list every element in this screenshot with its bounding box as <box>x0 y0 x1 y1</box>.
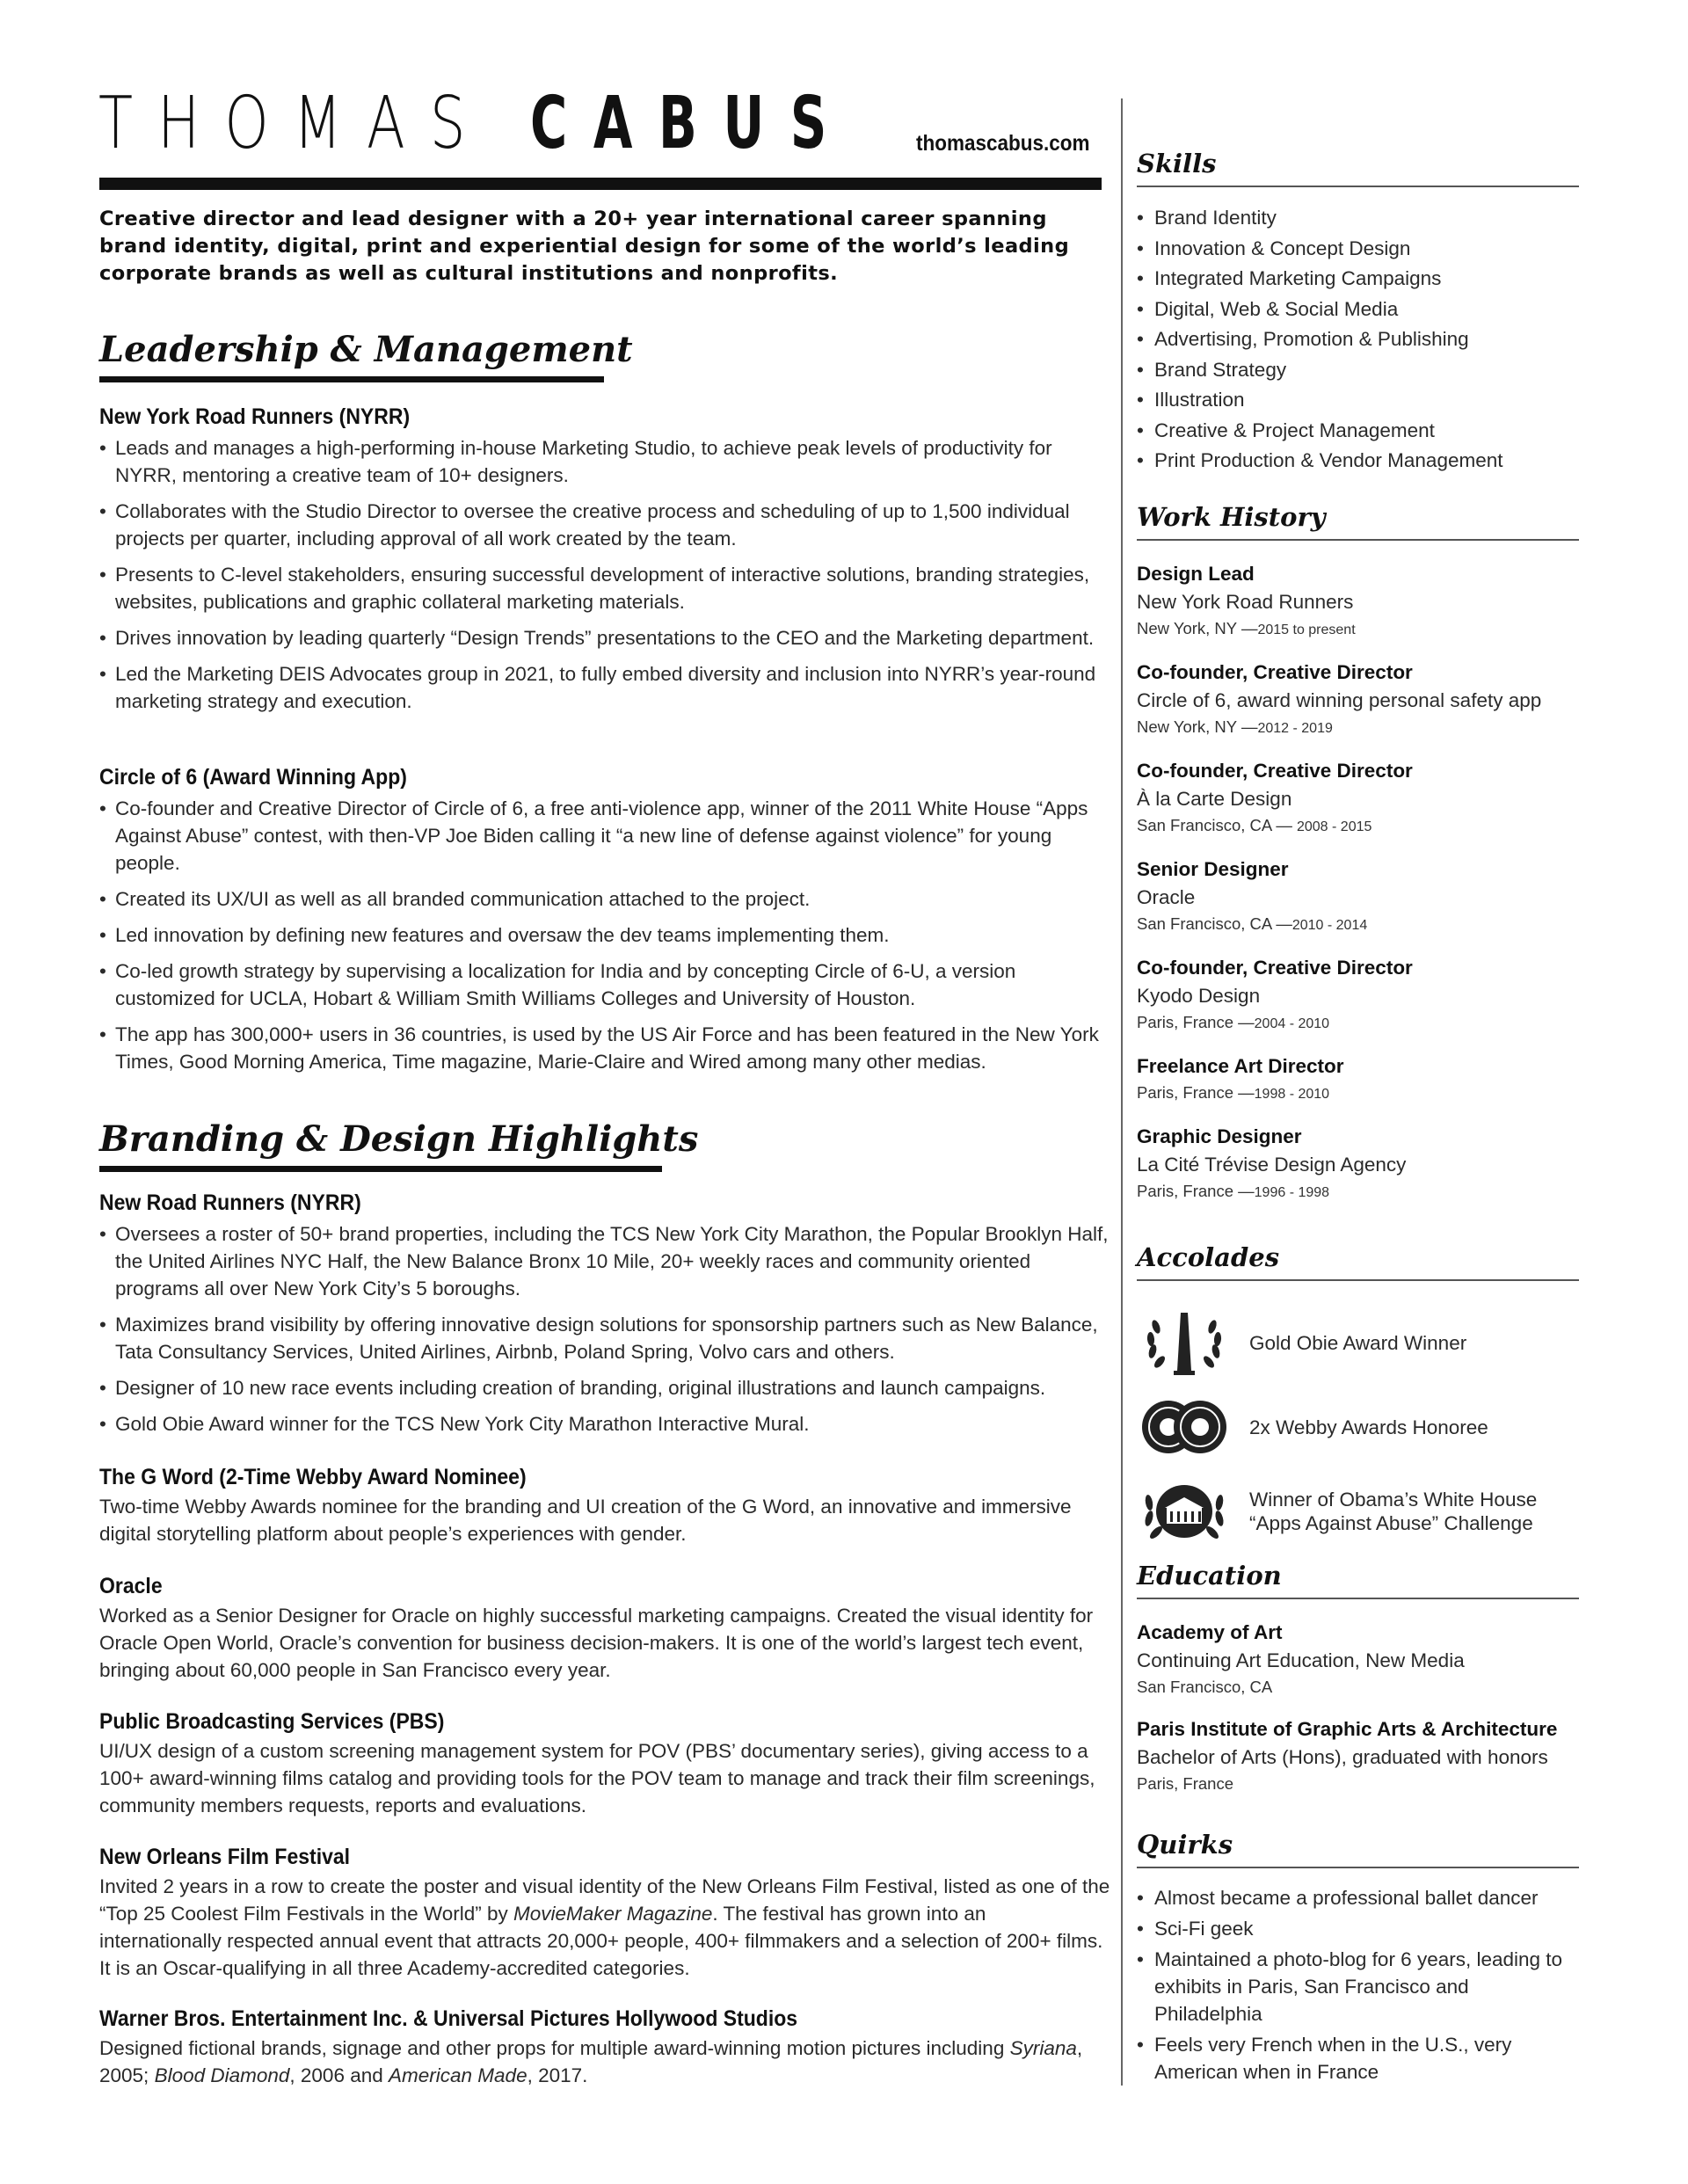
education-section <box>1137 1563 1581 1812</box>
leadership-underline <box>99 376 604 382</box>
list-item: • Innovation & Concept Design <box>1137 234 1581 265</box>
job-role: Senior Designer <box>1137 858 1289 880</box>
list-item: • Led the Marketing DEIS Advocates group in 2021, to fully embed diversity and inclusion into NYRR’s year-round marketing strategy and execution. <box>99 660 1110 715</box>
job-org: Circle of 6, award winning personal safety app <box>1137 689 1542 711</box>
webby-award-icon <box>1137 1387 1232 1467</box>
job-dates: 2004 - 2010 <box>1254 1016 1330 1031</box>
accolade-text: 2x Webby Awards Honoree <box>1249 1416 1488 1438</box>
nolaff-text-start: Invited 2 years in a row to create the poster and visual identity of the New Orleans Film Festival, listed as one of the “Top 25 Coolest Film Festivals in the World” by <box>99 1875 1110 1925</box>
oracle-block <box>99 1572 1110 1684</box>
job-role: Co-founder, Creative Director <box>1137 760 1413 782</box>
job-entry <box>1137 757 1581 840</box>
warner-title: Warner Bros. Entertainment Inc. & Universal Pictures Hollywood Studios <box>99 2006 798 2031</box>
list-item: • Maintained a photo-blog for 6 years, leading to exhibits in Paris, San Francisco and Philadelphia <box>1137 1946 1581 2027</box>
nolaff-title: New Orleans Film Festival <box>99 1845 351 1869</box>
job-org: À la Carte Design <box>1137 788 1292 810</box>
list-item: • Collaborates with the Studio Director to oversee the creative process and scheduling of up to 1,500 individual projects per quarter, including approval of all work created by the team. <box>99 498 1110 552</box>
skills-rule <box>1137 186 1579 187</box>
nrr-block <box>99 1189 1110 1446</box>
school-entry <box>1137 1715 1581 1796</box>
warner-text <box>99 2035 1110 2089</box>
list-item: • Sci-Fi geek <box>1137 1915 1581 1942</box>
job-role: Co-founder, Creative Director <box>1137 957 1413 979</box>
skills-section <box>1137 151 1581 477</box>
film-year: , 2017. <box>527 2064 588 2086</box>
film-year: , 2005; <box>99 2037 1083 2086</box>
school-place: San Francisco, CA <box>1137 1678 1273 1696</box>
job-place: San Francisco, CA — 2008 - 2015 <box>1137 816 1372 834</box>
list-item: • Maximizes brand visibility by offering innovative design solutions for sponsorship partners such as New Balance, Tata Consultancy Services, United Airlines, Airbnb, Poland Spring, Volvo cars and others. <box>99 1311 1110 1365</box>
website-link[interactable]: thomascabus.com <box>915 131 1090 156</box>
job-place: New York, NY —2012 - 2019 <box>1137 717 1333 736</box>
job-entry <box>1137 1123 1581 1205</box>
quirks-list <box>1137 1884 1581 2086</box>
accolade-item <box>1137 1385 1581 1469</box>
job-role: Design Lead <box>1137 563 1255 585</box>
job-entry <box>1137 560 1581 643</box>
film-title: Syriana <box>1009 2037 1077 2059</box>
job-place: San Francisco, CA —2010 - 2014 <box>1137 914 1368 933</box>
header-bar <box>99 178 1102 190</box>
accolade-text: Winner of Obama’s White House “Apps Against Abuse” Challenge <box>1249 1489 1538 1534</box>
oracle-title: Oracle <box>99 1574 163 1598</box>
last-name: CABUS <box>530 82 854 165</box>
job-entry <box>1137 954 1581 1037</box>
accolades-section <box>1137 1242 1581 1554</box>
list-item: • Illustration <box>1137 385 1581 416</box>
white-house-icon <box>1137 1472 1232 1551</box>
skills-heading: Skills <box>1137 149 1217 178</box>
circle-bullets <box>99 795 1110 1075</box>
accolades-heading: Accolades <box>1137 1242 1280 1272</box>
pbs-title: Public Broadcasting Services (PBS) <box>99 1709 445 1734</box>
school-program: Bachelor of Arts (Hons), graduated with honors <box>1137 1746 1548 1768</box>
skills-list <box>1137 203 1581 477</box>
warner-block <box>99 2005 1110 2089</box>
job-dates: 2012 - 2019 <box>1257 721 1333 736</box>
work-history-section <box>1137 502 1581 1221</box>
job-entry <box>1137 1052 1581 1107</box>
first-name: THOMAS <box>98 82 491 165</box>
nolaff-block <box>99 1843 1110 1982</box>
job-dates: 2010 - 2014 <box>1291 918 1368 933</box>
list-item: • Leads and manages a high-performing in-house Marketing Studio, to achieve peak levels of productivity for NYRR, mentoring a creative team of 10+ designers. <box>99 434 1110 489</box>
list-item: • Drives innovation by leading quarterly “Design Trends” presentations to the CEO and the Marketing department. <box>99 624 1110 652</box>
pbs-block <box>99 1707 1110 1819</box>
circle-block <box>99 763 1110 1084</box>
school-place: Paris, France <box>1137 1774 1234 1793</box>
pbs-text: UI/UX design of a custom screening management system for POV (PBS’ documentary series), giving access to a 100+ award-winning films catalog and providing tools for the POV team to manage and track their film screenings, community members requests, reports and evaluations. <box>99 1740 1095 1816</box>
job-place: Paris, France —1998 - 2010 <box>1137 1083 1330 1102</box>
job-role: Graphic Designer <box>1137 1125 1302 1147</box>
branding-heading: Branding & Design Highlights <box>99 1118 699 1160</box>
accolade-item <box>1137 1469 1581 1554</box>
job-org: La Cité Trévise Design Agency <box>1137 1154 1407 1176</box>
list-item: • Led innovation by defining new features and oversaw the dev teams implementing them. <box>99 921 1110 949</box>
list-item: • Designer of 10 new race events including creation of branding, original illustrations and launch campaigns. <box>99 1374 1110 1401</box>
list-item: • Almost became a professional ballet dancer <box>1137 1884 1581 1911</box>
nolaff-text <box>99 1873 1110 1982</box>
list-item: • Co-founder and Creative Director of Circle of 6, a free anti-violence app, winner of the 2011 White House “Apps Against Abuse” contest, with then-VP Joe Biden calling it “a new line of defense against violence” for young people. <box>99 795 1110 877</box>
school-program: Continuing Art Education, New Media <box>1137 1649 1465 1671</box>
job-dates: 1996 - 1998 <box>1254 1185 1330 1200</box>
work-history-heading: Work History <box>1137 502 1326 532</box>
school-name: Paris Institute of Graphic Arts & Architecture <box>1137 1718 1558 1740</box>
summary: Creative director and lead designer with a 20+ year international career spanning brand identity, digital, print and experiential design for some of the world’s leading corporate brands as well as cultural institutions and nonprofits. <box>99 207 1070 285</box>
job-org: Kyodo Design <box>1137 985 1261 1007</box>
job-entry <box>1137 659 1581 741</box>
list-item: • Digital, Web & Social Media <box>1137 295 1581 325</box>
list-item: • Co-led growth strategy by supervising a localization for India and by concepting Circle of 6-U, a version customized for UCLA, Hobart & William Smith Williams Colleges and University of Houston. <box>99 957 1110 1012</box>
list-item: • Gold Obie Award winner for the TCS New York City Marathon Interactive Mural. <box>99 1410 1110 1438</box>
job-entry <box>1137 855 1581 938</box>
list-item: • Integrated Marketing Campaigns <box>1137 264 1581 295</box>
list-item: • Advertising, Promotion & Publishing <box>1137 324 1581 355</box>
list-item: • Presents to C-level stakeholders, ensuring successful development of interactive solutions, branding strategies, websites, publications and graphic collateral marketing materials. <box>99 561 1110 615</box>
job-role: Co-founder, Creative Director <box>1137 661 1413 683</box>
obie-award-icon <box>1137 1303 1232 1382</box>
school-name: Academy of Art <box>1137 1621 1283 1643</box>
nrr-title: New Road Runners (NYRR) <box>99 1190 361 1215</box>
nolaff-text-end: . The festival has grown into an internationally respected annual event that attracts 20,000+ people, 400+ filmmakers and a selection of 200+ films. It is an Oscar-qualifying in all three Academy-accredited categories. <box>99 1903 1103 1979</box>
quirks-rule <box>1137 1867 1579 1868</box>
gword-block <box>99 1463 1110 1547</box>
job-dates: 2015 to present <box>1257 622 1356 637</box>
nyrr-title: New York Road Runners (NYRR) <box>99 404 411 429</box>
column-divider <box>1121 98 1123 2086</box>
list-item: • Brand Identity <box>1137 203 1581 234</box>
list-item: • Brand Strategy <box>1137 355 1581 386</box>
nyrr-bullets <box>99 434 1110 715</box>
job-dates: 1998 - 2010 <box>1254 1087 1330 1102</box>
job-org: New York Road Runners <box>1137 591 1354 613</box>
nrr-bullets <box>99 1220 1110 1438</box>
list-item: • Oversees a roster of 50+ brand properties, including the TCS New York City Marathon, the Popular Brooklyn Half, the United Airlines NYC Half, the New Balance Bronx 10 Mile, 20+ weekly races and community oriented programs all over New York City’s 5 boroughs. <box>99 1220 1110 1302</box>
branding-underline <box>99 1166 662 1172</box>
gword-title: The G Word (2-Time Webby Award Nominee) <box>99 1465 527 1489</box>
film-title: American Made <box>389 2064 528 2086</box>
school-entry <box>1137 1619 1581 1700</box>
job-role: Freelance Art Director <box>1137 1055 1344 1077</box>
list-item: • Print Production & Vendor Management <box>1137 446 1581 477</box>
name-header <box>98 82 1109 165</box>
film-year: , 2006 and <box>289 2064 389 2086</box>
list-item: • Creative & Project Management <box>1137 416 1581 447</box>
accolade-item <box>1137 1300 1581 1385</box>
list-item: • Created its UX/UI as well as all branded communication attached to the project. <box>99 885 1110 913</box>
nyrr-block <box>99 403 1110 724</box>
leadership-heading: Leadership & Management <box>99 329 633 370</box>
quirks-heading: Quirks <box>1137 1830 1233 1860</box>
oracle-text: Worked as a Senior Designer for Oracle on highly successful marketing campaigns. Created the visual identity for Oracle Open World, Oracle’s convention for business decision-makers. It is one of the world’s largest tech event, bringing about 60,000 people in San Francisco every year. <box>99 1605 1094 1681</box>
warner-text-start: Designed fictional brands, signage and other props for multiple award-winning motion pictures including <box>99 2037 1010 2059</box>
gword-text: Two-time Webby Awards nominee for the branding and UI creation of the G Word, an innovative and immersive digital storytelling platform about people’s experiences with gender. <box>99 1496 1072 1545</box>
accolade-text: Gold Obie Award Winner <box>1249 1331 1467 1354</box>
education-heading: Education <box>1137 1561 1282 1591</box>
job-place: Paris, France —1996 - 1998 <box>1137 1182 1330 1200</box>
list-item: • The app has 300,000+ users in 36 countries, is used by the US Air Force and has been featured in the New York Times, Good Morning America, Time magazine, Marie-Claire and Wired among many other medias. <box>99 1021 1110 1075</box>
job-place: Paris, France —2004 - 2010 <box>1137 1013 1330 1031</box>
film-title: Blood Diamond <box>154 2064 290 2086</box>
job-dates: 2008 - 2015 <box>1296 819 1372 834</box>
circle-title: Circle of 6 (Award Winning App) <box>99 765 407 790</box>
job-org: Oracle <box>1137 886 1196 908</box>
job-place: New York, NY —2015 to present <box>1137 619 1356 637</box>
nolaff-magazine: MovieMaker Magazine <box>513 1903 713 1925</box>
list-item: • Feels very French when in the U.S., very American when in France <box>1137 2031 1581 2086</box>
quirks-section <box>1137 1832 1581 2089</box>
